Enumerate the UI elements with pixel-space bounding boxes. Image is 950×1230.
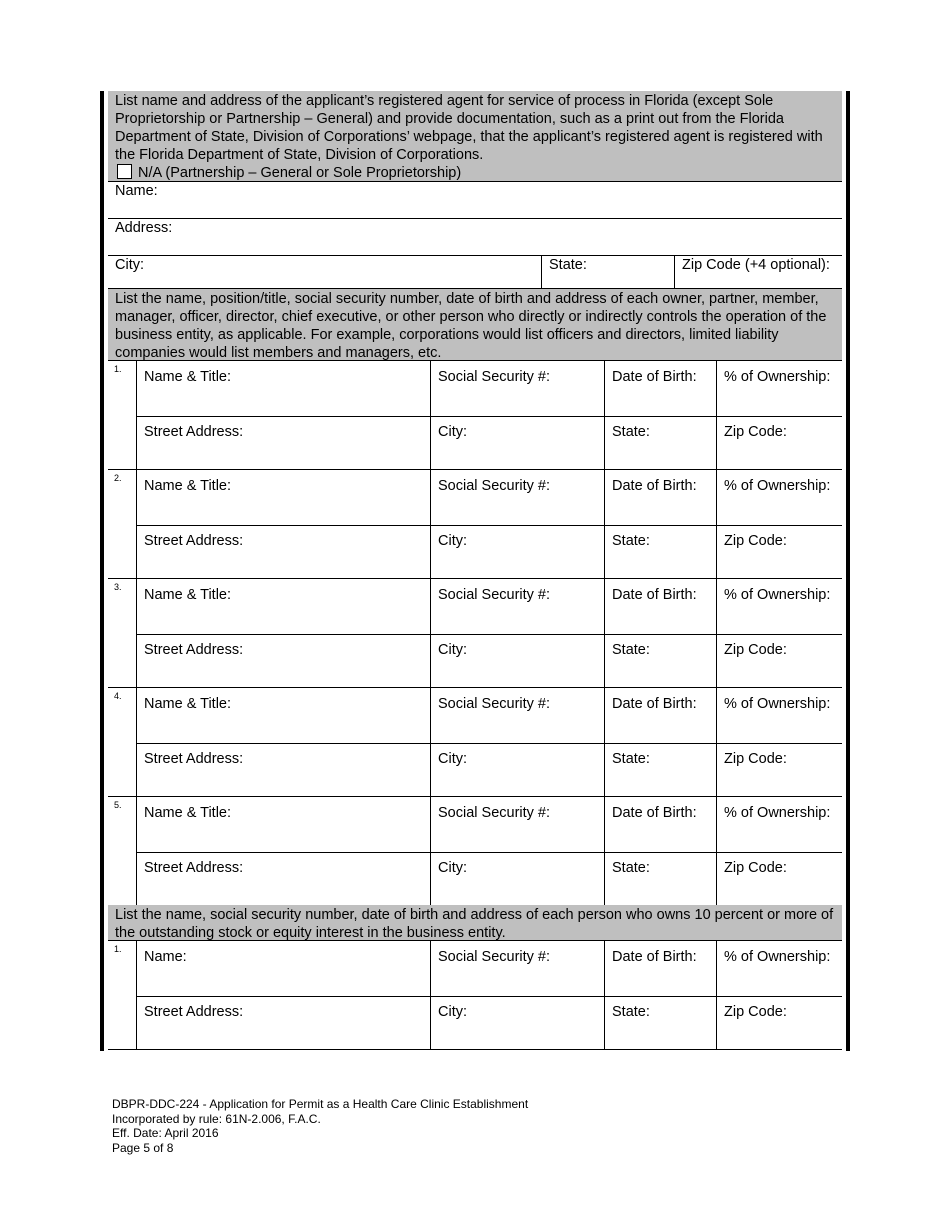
owner-zip-label: Zip Code: bbox=[724, 642, 787, 658]
owner-name-field[interactable] bbox=[137, 579, 431, 634]
na-option-label: N/A (Partnership – General or Sole Proprietorship) bbox=[138, 165, 462, 181]
owner-identity-row bbox=[137, 361, 842, 417]
stock-instructions: List the name, social security number, date of birth and address of each person who owns 10 percent or more of the outstanding stock or equity interest in the business entity. bbox=[115, 907, 834, 941]
owner-city-field[interactable] bbox=[431, 525, 605, 578]
owner-dob-field[interactable] bbox=[605, 470, 717, 525]
owner-ownership-label: % of Ownership: bbox=[724, 369, 831, 385]
owner-state-label: State: bbox=[612, 533, 650, 549]
owner-name-field[interactable] bbox=[137, 470, 431, 525]
owner-city-label: City: bbox=[438, 533, 467, 549]
owner-state-label: State: bbox=[612, 642, 650, 658]
na-checkbox[interactable] bbox=[117, 164, 132, 179]
owner-entry-number: 1. bbox=[108, 361, 137, 469]
owner-city-label: City: bbox=[438, 751, 467, 767]
owner-ssn-field[interactable] bbox=[431, 470, 605, 525]
owner-street-field[interactable] bbox=[137, 634, 431, 687]
owner-address-row bbox=[137, 634, 842, 687]
owner-ownership-field[interactable] bbox=[717, 797, 842, 852]
stockholder-ssn-field[interactable] bbox=[431, 941, 605, 996]
owner-dob-field[interactable] bbox=[605, 688, 717, 743]
owner-name-field[interactable] bbox=[137, 361, 431, 416]
owner-dob-field[interactable] bbox=[605, 361, 717, 416]
footer-eff-date: Eff. Date: April 2016 bbox=[112, 1126, 219, 1140]
footer-form-id: DBPR-DDC-224 - Application for Permit as a Health Care Clinic Establishment bbox=[112, 1097, 529, 1111]
owner-entry bbox=[108, 470, 842, 579]
stockholder-zip-label: Zip Code: bbox=[724, 1004, 787, 1020]
stockholder-zip-field[interactable] bbox=[717, 996, 842, 1049]
owner-entry bbox=[108, 688, 842, 797]
owner-name-label: Name & Title: bbox=[144, 696, 232, 712]
owner-street-field[interactable] bbox=[137, 416, 431, 469]
owner-entry-number: 3. bbox=[108, 579, 137, 687]
owner-zip-field[interactable] bbox=[717, 852, 842, 905]
stockholder-state-field[interactable] bbox=[605, 996, 717, 1049]
agent-state-field[interactable] bbox=[542, 256, 675, 288]
stockholder-name-field[interactable] bbox=[137, 941, 431, 996]
owner-zip-field[interactable] bbox=[717, 525, 842, 578]
owner-city-label: City: bbox=[438, 424, 467, 440]
owner-state-field[interactable] bbox=[605, 852, 717, 905]
owner-address-row bbox=[137, 525, 842, 578]
owner-street-label: Street Address: bbox=[144, 751, 244, 767]
na-option[interactable] bbox=[115, 164, 837, 182]
agent-name-label: Name: bbox=[115, 183, 158, 199]
owner-name-label: Name & Title: bbox=[144, 369, 232, 385]
stockholder-address-row bbox=[137, 996, 842, 1049]
owner-entry-number: 4. bbox=[108, 688, 137, 796]
agent-instructions: List name and address of the applicant’s registered agent for service of process in Florida (except Sole Proprietorship or Partnership – General) and provide documentation, such as a print out from the Florida Department of State, Division of Corporations’ webpage, that the applicant’s registered agent is registered with the Florida Department of State, Division of Corporations. bbox=[115, 93, 823, 163]
owner-ownership-label: % of Ownership: bbox=[724, 805, 831, 821]
owner-address-row bbox=[137, 852, 842, 905]
owner-dob-label: Date of Birth: bbox=[612, 587, 697, 603]
stockholder-ssn-label: Social Security #: bbox=[438, 949, 551, 965]
owner-zip-label: Zip Code: bbox=[724, 860, 787, 876]
owner-ownership-label: % of Ownership: bbox=[724, 587, 831, 603]
owner-name-field[interactable] bbox=[137, 688, 431, 743]
agent-zip-label: Zip Code (+4 optional): bbox=[682, 257, 830, 273]
owner-city-field[interactable] bbox=[431, 852, 605, 905]
owner-state-label: State: bbox=[612, 424, 650, 440]
stockholder-name-label: Name: bbox=[144, 949, 187, 965]
owner-city-field[interactable] bbox=[431, 634, 605, 687]
stockholder-identity-row bbox=[137, 941, 842, 997]
owner-entry bbox=[108, 361, 842, 470]
owner-ownership-label: % of Ownership: bbox=[724, 696, 831, 712]
agent-address-field[interactable] bbox=[108, 219, 842, 256]
owner-city-field[interactable] bbox=[431, 743, 605, 796]
owner-dob-label: Date of Birth: bbox=[612, 369, 697, 385]
stockholder-entry bbox=[108, 941, 842, 1050]
agent-state-label: State: bbox=[549, 257, 587, 273]
owner-street-field[interactable] bbox=[137, 743, 431, 796]
agent-city-label: City: bbox=[115, 257, 144, 273]
owner-ssn-field[interactable] bbox=[431, 688, 605, 743]
owner-city-field[interactable] bbox=[431, 416, 605, 469]
agent-instructions-box bbox=[108, 91, 842, 182]
owner-ssn-label: Social Security #: bbox=[438, 478, 551, 494]
stock-instructions-box bbox=[108, 905, 842, 941]
owner-state-field[interactable] bbox=[605, 416, 717, 469]
owner-ssn-field[interactable] bbox=[431, 797, 605, 852]
agent-city-state-zip-row bbox=[108, 256, 842, 289]
owner-city-label: City: bbox=[438, 860, 467, 876]
owner-entry bbox=[108, 579, 842, 688]
owner-dob-label: Date of Birth: bbox=[612, 696, 697, 712]
page-footer bbox=[112, 1097, 528, 1155]
owner-dob-field[interactable] bbox=[605, 579, 717, 634]
owner-zip-field[interactable] bbox=[717, 416, 842, 469]
owner-ownership-field[interactable] bbox=[717, 470, 842, 525]
owner-dob-field[interactable] bbox=[605, 797, 717, 852]
owner-zip-label: Zip Code: bbox=[724, 751, 787, 767]
owner-identity-row bbox=[137, 579, 842, 635]
owner-state-label: State: bbox=[612, 860, 650, 876]
owner-ssn-field[interactable] bbox=[431, 361, 605, 416]
stockholder-city-field[interactable] bbox=[431, 996, 605, 1049]
owner-entry-number: 5. bbox=[108, 797, 137, 905]
owner-identity-row bbox=[137, 470, 842, 526]
owners-instructions-box bbox=[108, 289, 842, 361]
agent-name-field[interactable] bbox=[108, 182, 842, 219]
owner-address-row bbox=[137, 416, 842, 469]
stockholder-state-label: State: bbox=[612, 1004, 650, 1020]
owners-instructions: List the name, position/title, social security number, date of birth and address of each owner, partner, member, manager, officer, director, chief executive, or other person who directly or indirectly controls the operation of the business entity, as applicable. For example, corporations would list officers and directors, limited liability companies would list members and managers, etc. bbox=[115, 291, 827, 361]
owner-zip-label: Zip Code: bbox=[724, 424, 787, 440]
owner-street-field[interactable] bbox=[137, 525, 431, 578]
owner-zip-field[interactable] bbox=[717, 634, 842, 687]
owner-city-label: City: bbox=[438, 642, 467, 658]
owner-ownership-label: % of Ownership: bbox=[724, 478, 831, 494]
owner-street-field[interactable] bbox=[137, 852, 431, 905]
owner-identity-row bbox=[137, 688, 842, 744]
owner-name-label: Name & Title: bbox=[144, 587, 232, 603]
stockholder-city-label: City: bbox=[438, 1004, 467, 1020]
agent-address-label: Address: bbox=[115, 220, 173, 236]
owner-street-label: Street Address: bbox=[144, 533, 244, 549]
stockholder-ownership-label: % of Ownership: bbox=[724, 949, 831, 965]
owner-dob-label: Date of Birth: bbox=[612, 478, 697, 494]
owner-entry bbox=[108, 797, 842, 906]
owner-ssn-label: Social Security #: bbox=[438, 369, 551, 385]
stockholder-street-label: Street Address: bbox=[144, 1004, 244, 1020]
agent-zip-field[interactable] bbox=[675, 256, 842, 288]
owner-name-field[interactable] bbox=[137, 797, 431, 852]
owner-ssn-label: Social Security #: bbox=[438, 587, 551, 603]
owner-state-field[interactable] bbox=[605, 743, 717, 796]
owner-zip-label: Zip Code: bbox=[724, 533, 787, 549]
owner-ssn-label: Social Security #: bbox=[438, 805, 551, 821]
owner-state-field[interactable] bbox=[605, 634, 717, 687]
owner-street-label: Street Address: bbox=[144, 424, 244, 440]
owner-ownership-field[interactable] bbox=[717, 361, 842, 416]
stockholder-ownership-field[interactable] bbox=[717, 941, 842, 996]
owner-zip-field[interactable] bbox=[717, 743, 842, 796]
owner-entry-number: 2. bbox=[108, 470, 137, 578]
agent-city-field[interactable] bbox=[108, 256, 542, 288]
footer-page-number: Page 5 of 8 bbox=[112, 1140, 174, 1155]
owner-name-label: Name & Title: bbox=[144, 478, 232, 494]
stockholder-dob-field[interactable] bbox=[605, 941, 717, 996]
stockholder-street-field[interactable] bbox=[137, 996, 431, 1049]
owner-dob-label: Date of Birth: bbox=[612, 805, 697, 821]
owner-street-label: Street Address: bbox=[144, 642, 244, 658]
owner-state-field[interactable] bbox=[605, 525, 717, 578]
owner-ownership-field[interactable] bbox=[717, 579, 842, 634]
owner-state-label: State: bbox=[612, 751, 650, 767]
stockholder-dob-label: Date of Birth: bbox=[612, 949, 697, 965]
footer-rule: Incorporated by rule: 61N-2.006, F.A.C. bbox=[112, 1111, 321, 1126]
owner-ssn-label: Social Security #: bbox=[438, 696, 551, 712]
owner-street-label: Street Address: bbox=[144, 860, 244, 876]
owner-ownership-field[interactable] bbox=[717, 688, 842, 743]
owner-name-label: Name & Title: bbox=[144, 805, 232, 821]
application-form bbox=[100, 91, 850, 1051]
owner-identity-row bbox=[137, 797, 842, 853]
stockholder-entry-number: 1. bbox=[108, 941, 137, 1049]
owner-address-row bbox=[137, 743, 842, 796]
owner-ssn-field[interactable] bbox=[431, 579, 605, 634]
